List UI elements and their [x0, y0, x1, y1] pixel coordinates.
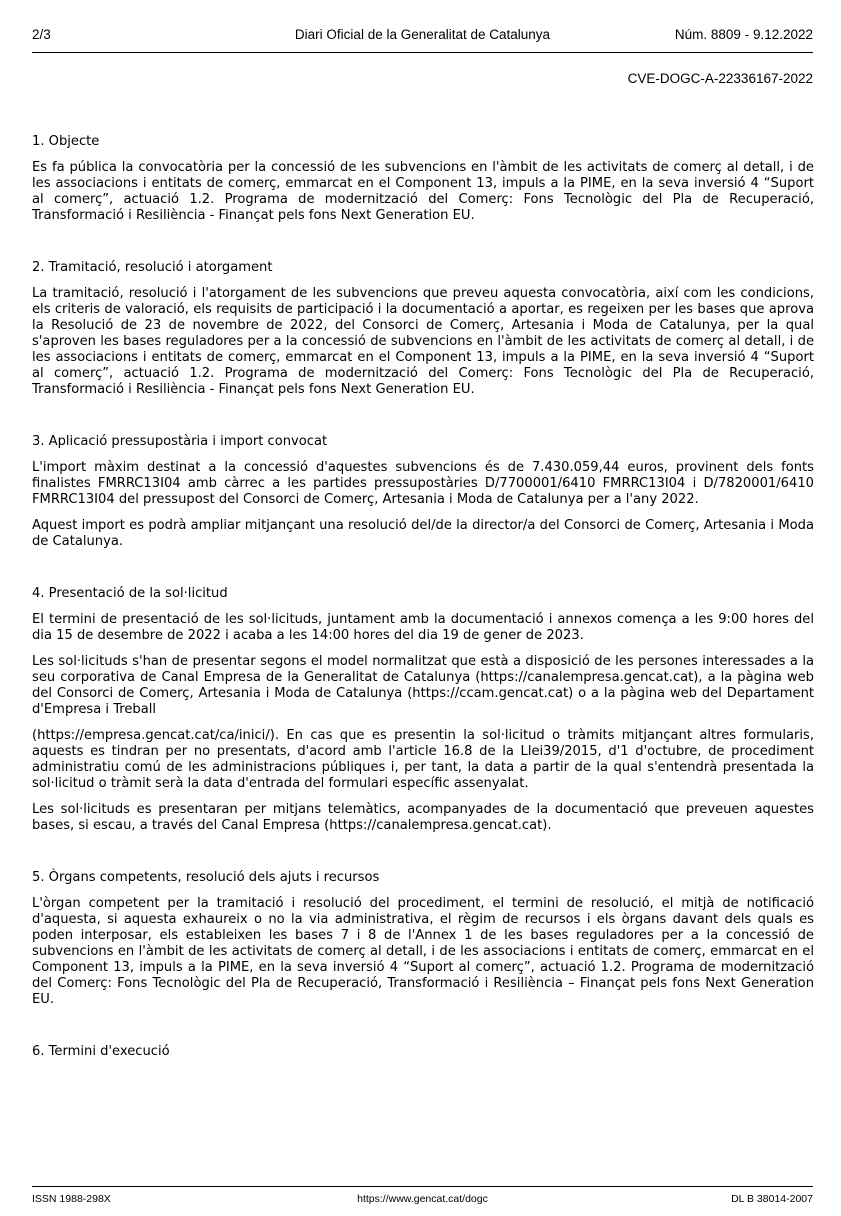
cve-code: CVE-DOGC-A-22336167-2022: [627, 71, 813, 86]
section-4: [32, 586, 814, 834]
section-heading: 4. Presentació de la sol·licitud: [32, 586, 228, 601]
paragraph: Les sol·licituds es presentaran per mitjans telemàtics, acompanyades de la documentació que preveuen aquestes bases, si escau, a través del Canal Empresa (https://canalempresa.gencat.cat).: [32, 802, 814, 833]
issn: ISSN 1988-298X: [32, 1193, 111, 1205]
footer-divider: [32, 1186, 813, 1187]
legal-deposit: DL B 38014-2007: [731, 1193, 813, 1205]
section-5: [32, 870, 814, 1008]
paragraph: Aquest import es podrà ampliar mitjançant una resolució del/de la director/a del Consorci de Comerç, Artesania i Moda de Catalunya.: [32, 518, 814, 549]
section-heading: 3. Aplicació pressupostària i import convocat: [32, 434, 328, 449]
journal-title: Diari Oficial de la Generalitat de Catalunya: [294, 27, 551, 42]
paragraph: El termini de presentació de les sol·licituds, juntament amb la documentació i annexos comença a les 9:00 hores del dia 15 de desembre de 2022 i acaba a les 14:00 hores del dia 19 de gener de 2023.: [32, 612, 814, 643]
page-number: 2/3: [32, 27, 51, 42]
paragraph: La tramitació, resolució i l'atorgament de les subvencions que preveu aquesta convocatòria, així com les condicions, els criteris de valoració, els requisits de participació i la documentació a aportar, es regeixen per les bases que aprova la Resolució de 23 de novembre de 2022, del Consorci de Comerç, Artesania i Moda de Catalunya, per la qual s'aproven les bases reguladores per a la concessió de subvencions en l'àmbit de les activitats de comerç al detall, i de les associacions i entitats de comerç, emmarcat en el Component 13, impuls a la PIME, en la seva inversió 4 “Suport al comerç”, actuació 1.2. Programa de modernització del Comerç: Fons Tecnològic del Pla de Recuperació, Transformació i Resiliència - Finançat pels fons Next Generation EU.: [32, 286, 814, 397]
paragraph: Les sol·licituds s'han de presentar segons el model normalitzat que està a disposició de les persones interessades a la seu corporativa de Canal Empresa de la Generalitat de Catalunya (https://canalempresa.gencat.cat), a la pàgina web del Consorci de Comerç, Artesania i Moda de Catalunya (https://ccam.gencat.cat) o a la pàgina web del Departament d'Empresa i Treball: [32, 654, 814, 717]
header-divider: [32, 52, 813, 53]
paragraph: L'òrgan competent per la tramitació i resolució del procediment, el termini de resolució, el mitjà de notificació d'aquesta, si aquesta exhaureix o no la via administrativa, el règim de recursos i els òrgans davant dels quals es poden interposar, els estableixen les bases 7 i 8 de l'Annex 1 de les bases reguladores per a la concessió de subvencions en l'àmbit de les activitats de comerç al detall, i de les associacions i entitats de comerç, emmarcat en el Component 13, impuls a la PIME, en la seva inversió 4 “Suport al comerç”, actuació 1.2. Programa de modernització del Comerç: Fons Tecnològic del Pla de Recuperació, Transformació i Resiliència – Finançat pels fons Next Generation EU.: [32, 896, 814, 1007]
section-2: [32, 260, 814, 398]
section-1: [32, 134, 814, 224]
section-heading: 5. Òrgans competents, resolució dels ajuts i recursos: [32, 870, 380, 885]
section-heading: 6. Termini d'execució: [32, 1044, 170, 1059]
section-6: [32, 1044, 814, 1060]
issue-number: Núm. 8809 - 9.12.2022: [674, 27, 813, 42]
paragraph: (https://empresa.gencat.cat/ca/inici/). En cas que es presentin la sol·licitud o tràmits mitjançant altres formularis, aquests es tindran per no presentats, d'acord amb l'article 16.8 de la Llei39/2015, d'1 d'octubre, de procediment administratiu comú de les administracions públiques i, per tant, la data a partir de la qual s'entendrà presentada la sol·licitud o tràmit serà la data d'entrada del formulari específic assenyalat.: [32, 728, 814, 791]
section-3: [32, 434, 814, 550]
paragraph: L'import màxim destinat a la concessió d'aquestes subvencions és de 7.430.059,44 euros, provinent dels fonts finalistes FMRRC13I04 amb càrrec a les partides pressupostàries D/7700001/6410 FMRRC13I04 i D/7820001/6410 FMRRC13I04 del pressupost del Consorci de Comerç, Artesania i Moda de Catalunya per a l'any 2022.: [32, 460, 814, 507]
footer-link[interactable]: https://www.gencat.cat/dogc: [357, 1193, 488, 1205]
paragraph: Es fa pública la convocatòria per la concessió de les subvencions en l'àmbit de les activitats de comerç al detall, i de les associacions i entitats de comerç, emmarcat en el Component 13, impuls a la PIME, en la seva inversió 4 “Suport al comerç”, actuació 1.2. Programa de modernització del Comerç: Fons Tecnològic del Pla de Recuperació, Transformació i Resiliència - Finançat pels fons Next Generation EU.: [32, 160, 814, 223]
page-header: [32, 27, 813, 45]
document-body: [32, 134, 814, 1096]
section-heading: 1. Objecte: [32, 134, 100, 149]
section-heading: 2. Tramitació, resolució i atorgament: [32, 260, 273, 275]
page-footer: [32, 1193, 813, 1207]
